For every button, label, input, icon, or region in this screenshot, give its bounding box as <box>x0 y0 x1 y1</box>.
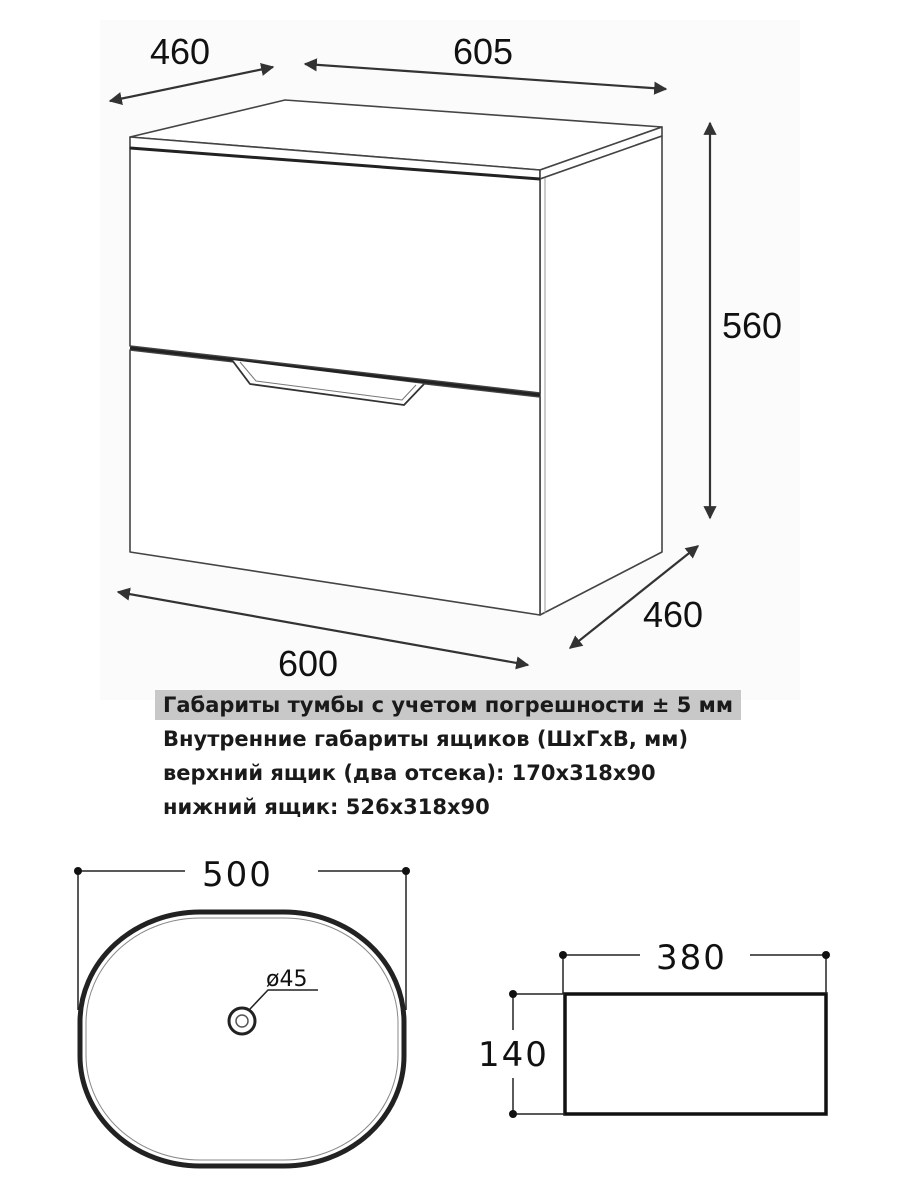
cabinet-side-panel <box>540 136 662 615</box>
basin-height-label: 140 <box>478 1035 549 1075</box>
cabinet-notes <box>163 688 741 824</box>
basin-top-view <box>74 867 410 1166</box>
side-width-dot-left <box>559 951 567 959</box>
drain-diameter-label: ø45 <box>266 967 308 992</box>
basin-width-dot-left <box>74 867 82 875</box>
side-height-dot-top <box>509 990 517 998</box>
side-height-dot-bottom <box>509 1110 517 1118</box>
basin-depth-label: 380 <box>656 938 727 978</box>
height-label: 560 <box>722 305 783 346</box>
basin-width-dot-right <box>402 867 410 875</box>
upper-drawer-dimensions: верхний ящик (два отсека): 170х318х90 <box>163 761 656 785</box>
tolerance-note: Габариты тумбы с учетом погрешности ± 5 мм <box>155 690 741 720</box>
lower-drawer-dimensions: нижний ящик: 526х318х90 <box>163 795 490 819</box>
width-top-label: 605 <box>453 31 514 72</box>
depth-top-label: 460 <box>150 31 211 72</box>
internal-dimensions-title: Внутренние габариты ящиков (ШхГхВ, мм) <box>163 727 689 751</box>
basin-outer-rim <box>80 912 404 1166</box>
width-bottom-label: 600 <box>278 643 339 684</box>
drain-inner <box>236 1015 248 1027</box>
basin-side-profile <box>565 994 826 1114</box>
basin-width-label: 500 <box>202 855 273 895</box>
side-width-dot-right <box>822 951 830 959</box>
cabinet-drawing <box>130 100 662 615</box>
depth-bottom-label: 460 <box>643 594 704 635</box>
